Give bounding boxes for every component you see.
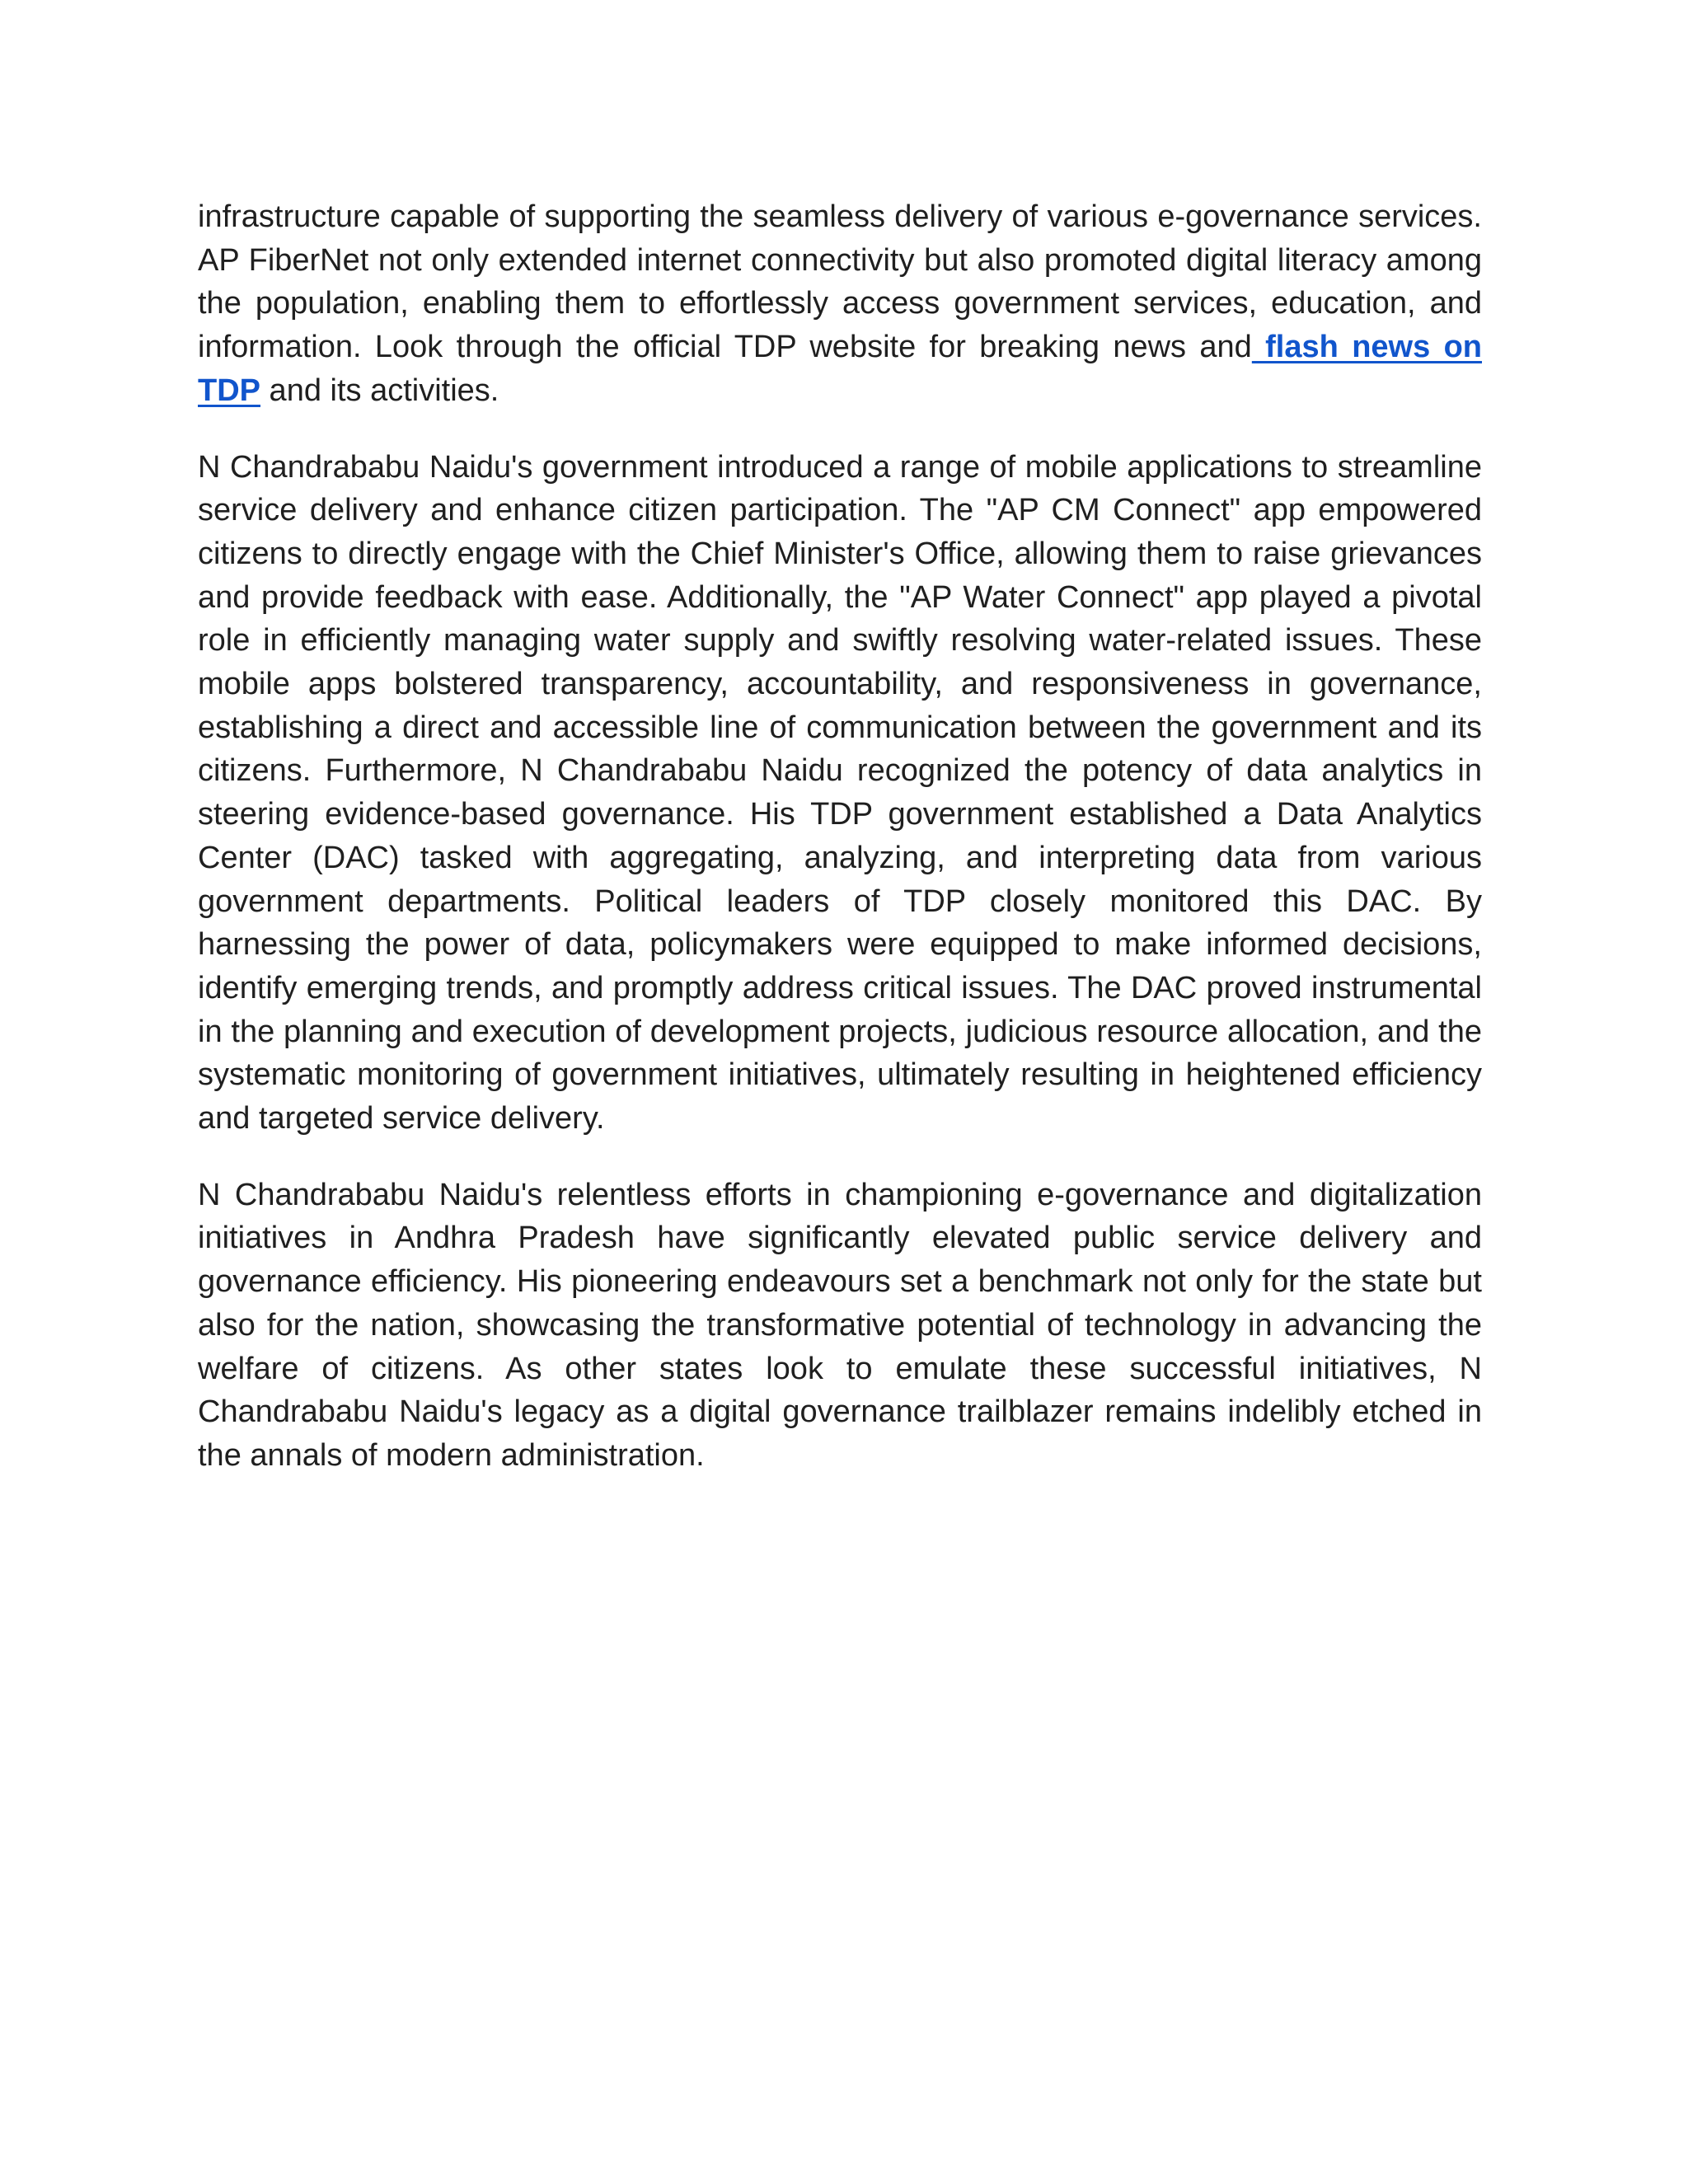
paragraph-1-text-after-link: and its activities. — [260, 373, 499, 408]
paragraph-2: N Chandrababu Naidu's government introduced a range of mobile applications to streamline service delivery and enhance citizen participation. The "AP CM Connect" app empowered citizens to directly engage with the Chief Minister's Office, allowing them to raise grievances and provide feedback with ease. Additionally, the "AP Water Connect" app played a pivotal role in efficiently managing water supply and swiftly resolving water-related issues. These mobile apps bolstered transparency, accountability, and responsiveness in governance, establishing a direct and accessible line of communication between the government and its citizens. Furthermore, N Chandrababu Naidu recognized the potency of data analytics in steering evidence-based governance. His TDP government established a Data Analytics Center (DAC) tasked with aggregating, analyzing, and interpreting data from various government departments. Political leaders of TDP closely monitored this DAC. By harnessing the power of data, policymakers were equipped to make informed decisions, identify emerging trends, and promptly address critical issues. The DAC proved instrumental in the planning and execution of development projects, judicious resource allocation, and the systematic monitoring of government initiatives, ultimately resulting in heightened efficiency and targeted service delivery. — [198, 449, 1482, 1137]
paragraph-1-text-before-link: infrastructure capable of supporting the seamless delivery of various e-governance services. AP FiberNet not only extended internet connectivity but also promoted digital literacy among the population, enabling them to effortlessly access government services, education, and information. Look through the official TDP website for breaking news and — [198, 199, 1482, 365]
document-body — [198, 195, 1482, 1511]
flash-news-on-tdp-link[interactable]: flash news on TDP — [198, 330, 1482, 408]
paragraph-3: N Chandrababu Naidu's relentless efforts in championing e-governance and digitalization initiatives in Andhra Pradesh have significantly elevated public service delivery and governance efficiency. His pioneering endeavours set a benchmark not only for the state but also for the nation, showcasing the transformative potential of technology in advancing the welfare of citizens. As other states look to emulate these successful initiatives, N Chandrababu Naidu's legacy as a digital governance trailblazer remains indelibly etched in the annals of modern administration. — [198, 1177, 1482, 1473]
paragraph-1 — [198, 195, 1482, 413]
